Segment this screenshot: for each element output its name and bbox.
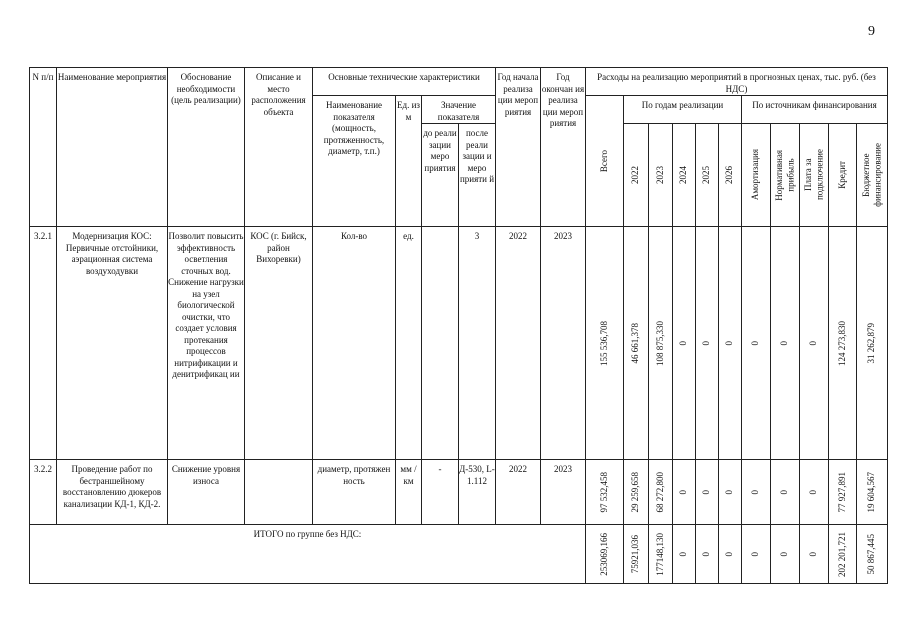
row-2024: 0 [673,460,696,525]
investment-table [29,67,888,584]
row-2022: 29 259,658 [624,460,649,525]
table-row [30,227,888,460]
total-2024: 0 [673,525,696,584]
table-row [30,460,888,525]
total-normative-profit: 0 [771,525,800,584]
row-start: 2022 [496,460,541,525]
header-costs: Расходы на реализацию мероприятий в прогнозных ценах, тыс. руб. (без НДС) [586,68,888,96]
total-sum: 253069,166 [586,525,624,584]
row-after: Д-530, L-1.112 [459,460,496,525]
row-2023: 68 272,800 [649,460,673,525]
row-location: КОС (г. Бийск, район Вихоревки) [245,227,313,460]
header-amortization: Амортизация [742,124,771,227]
row-2025: 0 [696,460,719,525]
total-budget: 50 867,445 [857,525,888,584]
row-budget: 19 604,567 [857,460,888,525]
header-credit: Кредит [829,124,857,227]
header-value: Значение показателя [422,96,496,124]
row-2026: 0 [719,460,742,525]
row-before: - [422,460,459,525]
row-amortization: 0 [742,227,771,460]
header-start: Год начала реализа ции мероп риятия [496,68,541,227]
row-connection-fee: 0 [800,460,829,525]
row-connection-fee: 0 [800,227,829,460]
row-num: 3.2.2 [30,460,57,525]
header-by-years: По годам реализации [624,96,742,124]
header-by-sources: По источникам финансирования [742,96,888,124]
row-name: Проведение работ по бестраншейному восстановлению дюкеров канализации КД-1, КД-2. [57,460,168,525]
row-location [245,460,313,525]
row-unit: ед. [396,227,422,460]
header-2024: 2024 [673,124,696,227]
row-before [422,227,459,460]
row-amortization: 0 [742,460,771,525]
header-indicator: Наименование показателя (мощность, протяженность, диаметр, т.п.) [313,96,396,227]
total-2023: 177148,130 [649,525,673,584]
row-budget: 31 262,879 [857,227,888,460]
header-tech: Основные технические характеристики [313,68,496,96]
header-2022: 2022 [624,124,649,227]
row-credit: 77 927,891 [829,460,857,525]
header-budget: Бюджетное финансирование [857,124,888,227]
total-credit: 202 201,721 [829,525,857,584]
row-unit: мм / км [396,460,422,525]
total-2026: 0 [719,525,742,584]
total-connection-fee: 0 [800,525,829,584]
row-normative-profit: 0 [771,460,800,525]
header-2026: 2026 [719,124,742,227]
row-name: Модернизация КОС: Первичные отстойники, аэрационная система воздуходувки [57,227,168,460]
total-amortization: 0 [742,525,771,584]
row-2025: 0 [696,227,719,460]
row-num: 3.2.1 [30,227,57,460]
row-2024: 0 [673,227,696,460]
header-2025: 2025 [696,124,719,227]
row-2022: 46 661,378 [624,227,649,460]
header-reason: Обоснование необходимости (цель реализации) [168,68,245,227]
row-reason: Снижение уровня износа [168,460,245,525]
total-label: ИТОГО по группе без НДС: [30,525,586,584]
row-total: 155 536,708 [586,227,624,460]
row-end: 2023 [541,227,586,460]
row-after: 3 [459,227,496,460]
row-reason: Позволит повысить эффективность осветления сточных вод. Снижение нагрузки на узел биологической очистки, что создает условия протекания процессов нитрификации и денитрификац ии [168,227,245,460]
row-indicator: диаметр, протяжен ность [313,460,396,525]
row-2023: 108 875,330 [649,227,673,460]
header-unit: Ед. из м [396,96,422,227]
header-row-1 [30,68,888,96]
header-location: Описание и место расположения объекта [245,68,313,227]
header-end: Год окончан ия реализа ции мероп риятия [541,68,586,227]
header-total: Всего [586,96,624,227]
header-num: N п/п [30,68,57,227]
row-end: 2023 [541,460,586,525]
row-normative-profit: 0 [771,227,800,460]
header-before: до реали зации меро приятия [422,124,459,227]
header-name: Наименование мероприятия [57,68,168,227]
row-credit: 124 273,830 [829,227,857,460]
header-after: после реали зации и меро прияти й [459,124,496,227]
total-2025: 0 [696,525,719,584]
page-number: 9 [868,24,875,39]
row-2026: 0 [719,227,742,460]
total-row [30,525,888,584]
header-2023: 2023 [649,124,673,227]
row-total: 97 532,458 [586,460,624,525]
header-normative-profit: Нормативная прибыль [771,124,800,227]
header-connection-fee: Плата за подключение [800,124,829,227]
row-start: 2022 [496,227,541,460]
row-indicator: Кол-во [313,227,396,460]
total-2022: 75921,036 [624,525,649,584]
